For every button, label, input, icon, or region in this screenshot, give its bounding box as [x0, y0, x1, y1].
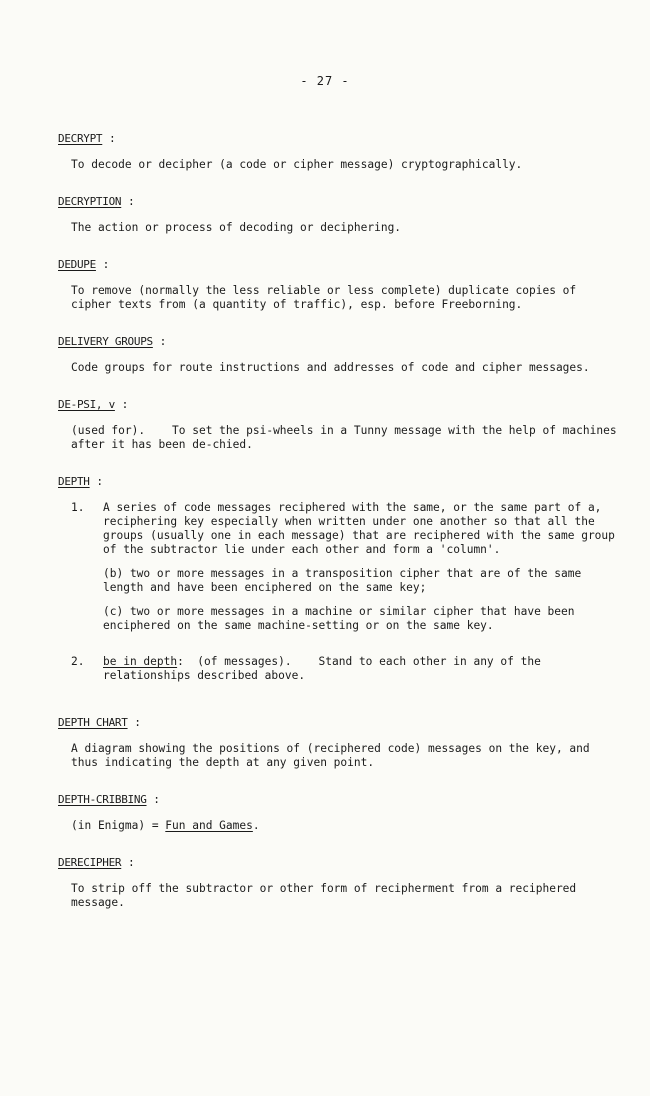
page-number: - 27 -: [300, 74, 350, 88]
glossary-entry-delivery-groups: [58, 335, 618, 375]
glossary-entry-decryption: [58, 195, 618, 235]
glossary-entry-derecipher: [58, 856, 618, 910]
item-paragraph: (c) two or more messages in a machine or similar cipher that have been enciphered on the same machine-setting or on the same key.: [103, 605, 575, 632]
entry-definition: To strip off the subtractor or other form of recipherment from a reciphered message.: [71, 882, 577, 909]
entry-term: DECRYPT: [58, 132, 103, 145]
definition-suffix: .: [252, 819, 260, 832]
glossary-entry-decrypt: [58, 132, 618, 172]
entry-definition: To decode or decipher (a code or cipher message) cryptographically.: [71, 158, 523, 171]
entry-term-suffix: :: [152, 335, 167, 348]
entry-term-suffix: :: [95, 258, 110, 271]
entry-definition: [71, 819, 618, 833]
entry-term: DE-PSI, v: [58, 398, 115, 411]
glossary-entry-depth: [58, 475, 618, 693]
glossary-entry-depth-chart: [58, 716, 618, 770]
glossary-entry-dedupe: [58, 258, 618, 312]
item-paragraph: [103, 655, 618, 683]
entry-term-suffix: :: [114, 398, 129, 411]
entry-term-suffix: :: [89, 475, 104, 488]
glossary-entry-de-psi: [58, 398, 624, 452]
numbered-definitions: [71, 501, 618, 693]
item-lead-phrase: be in depth: [103, 655, 178, 668]
entry-term-suffix: :: [121, 195, 135, 208]
item-paragraph: (b) two or more messages in a transposition cipher that are of the same length and have been enciphered on the same key;: [103, 567, 582, 594]
entry-term-suffix: :: [146, 793, 161, 806]
entry-definition: A diagram showing the positions of (reciphered code) messages on the key, and thus indicating the depth at any given point.: [71, 742, 590, 769]
entry-term: DEPTH: [58, 475, 90, 488]
entry-term: DECRYPTION: [58, 195, 122, 208]
entry-term: DEDUPE: [58, 258, 96, 271]
entry-term-suffix: :: [127, 716, 142, 729]
item-rest: : (of messages). Stand to each other in any of the relationships described above.: [103, 655, 548, 682]
item-number: 2.: [71, 655, 85, 668]
entry-definition: (used for). To set the psi-wheels in a Tunny message with the help of machines after it has been de-chied.: [71, 424, 624, 451]
definition-item: [71, 501, 618, 643]
entry-definition: The action or process of decoding or deciphering.: [71, 221, 402, 234]
item-number: 1.: [71, 501, 85, 514]
glossary-entries: [58, 132, 624, 933]
definition-prefix: (in Enigma) =: [71, 819, 166, 832]
entry-term: DELIVERY GROUPS: [58, 335, 153, 348]
entry-definition: To remove (normally the less reliable or less complete) duplicate copies of cipher texts from (a quantity of traffic), esp. before Freeborning.: [71, 284, 577, 311]
item-paragraph: A series of code messages reciphered with the same, or the same part of a, reciphering key especially when written under one another so that all the groups (usually one in each message) that are reciphered with the same group of the subtractor lie under each other and form a 'column'.: [103, 501, 615, 556]
entry-term: DERECIPHER: [58, 856, 122, 869]
entry-term: DEPTH CHART: [58, 716, 128, 729]
cross-reference: Fun and Games: [165, 819, 253, 832]
entry-term-suffix: :: [102, 132, 116, 145]
definition-item: [71, 655, 618, 693]
entry-term-suffix: :: [121, 856, 135, 869]
entry-definition: Code groups for route instructions and addresses of code and cipher messages.: [71, 361, 590, 374]
glossary-entry-depth-cribbing: [58, 793, 618, 833]
entry-term: DEPTH-CRIBBING: [58, 793, 147, 806]
